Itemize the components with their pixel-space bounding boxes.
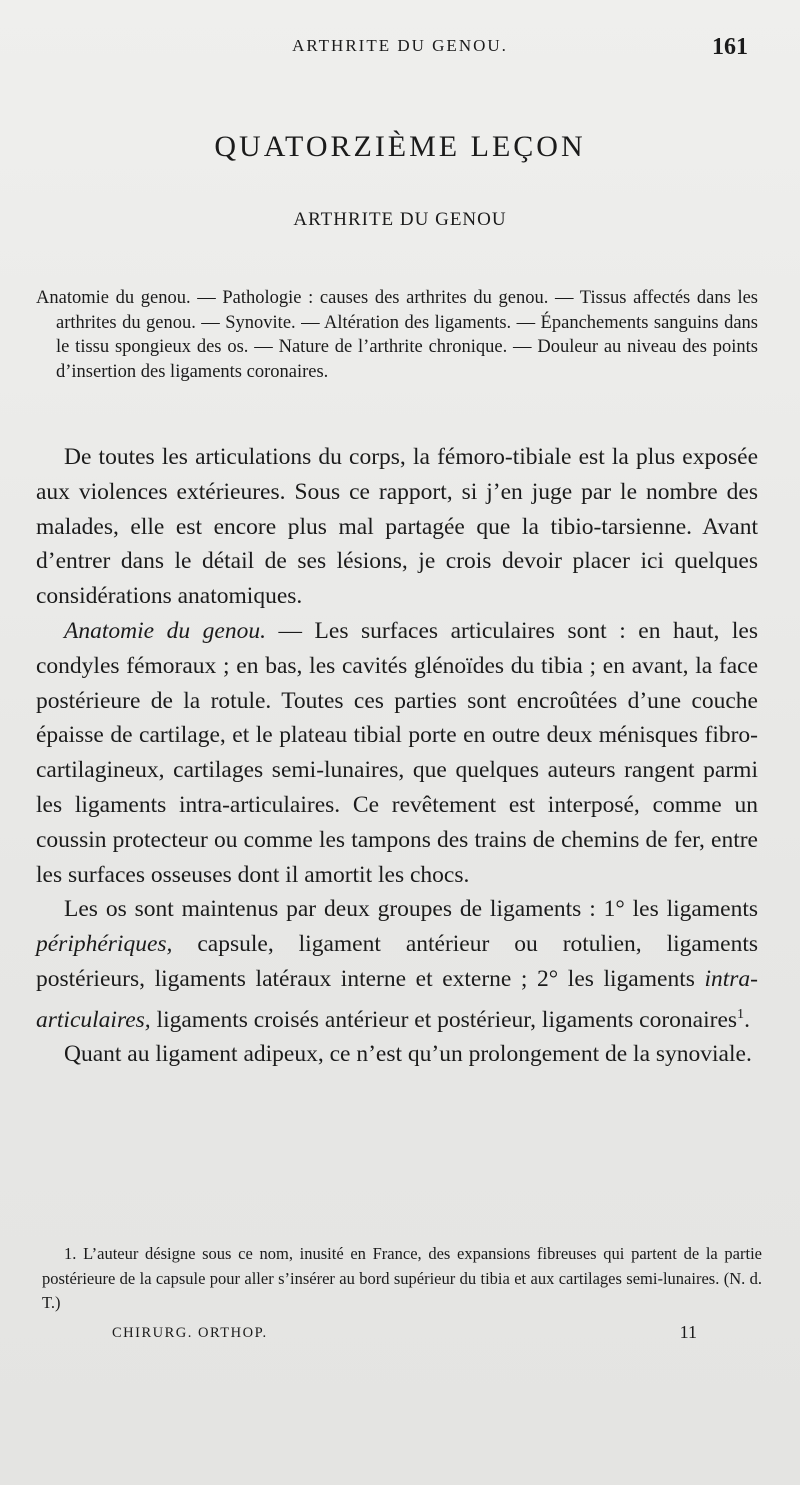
body-text [36,440,758,1072]
paragraph-2-text: — Les surfaces articulaires sont : en haut, les condyles fémoraux ; en bas, les cavités glénoïdes du tibia ; en avant, la face postérieure de la rotule. Toutes ces parties sont encroûtées d’une couche épaisse de cartilage, et le plateau tibial porte en outre deux ménisques fibro-cartilagineux, cartilages semi-lunaires, que quelques auteurs rangent parmi les ligaments intra-articulaires. Ce revêtement est interposé, comme un coussin protecteur ou comme les tampons des trains de chemins de fer, entre les surfaces osseuses dont il amortit les chocs. [36,617,758,888]
chapter-summary [36,286,758,384]
summary-text: Anatomie du genou. — Pathologie : causes des arthrites du genou. — Tissus affectés dans les arthrites du genou. — Synovite. — Altération des ligaments. — Épanchements sanguins dans le tissu spongieux des os. — Nature de l’arthrite chronique. — Douleur au niveau des points d’insertion des ligaments coronaires. [36,288,758,382]
paragraph-2-lead: Anatomie du genou. [64,617,266,644]
footnote-text: 1. L’auteur désigne sous ce nom, inusité en France, des expansions fibreuses qui partent de la partie postérieure de la capsule pour aller s’insérer au bord supérieur du tibia et aux cartilages semi-lunaires. (N. d. T.) [42,1244,762,1312]
footnote [42,1242,762,1316]
signature-number: 11 [679,1322,697,1342]
paragraph-3-emphasis-1: périphériques, [36,931,173,958]
section-title: ARTHRITE DU GENOU [293,209,507,230]
footnote-marker: 1 [737,1005,745,1022]
paragraph-2 [36,614,758,892]
paragraph-3-end: . [744,1006,750,1033]
running-head-title: ARTHRITE DU GENOU. [292,36,508,55]
signature-label: CHIRURG. ORTHOP. [112,1325,268,1341]
paragraph-1: De toutes les articulations du corps, la fémoro-tibiale est la plus exposée aux violences extérieures. Sous ce rapport, si j’en juge par le nombre des malades, elle est encore plus mal partagée que la tibio-tarsienne. Avant d’entrer dans le détail de ses lésions, je crois devoir placer ici quelques considérations anatomiques. [36,444,758,610]
page-number: 161 [712,34,748,60]
paragraph-3-part-c: ligaments croisés antérieur et postérieur, ligaments coronaires [150,1006,738,1033]
paragraph-3-emphasis-2: intra-articulaires, [36,965,758,1033]
running-head [0,34,800,64]
paragraph-3-part-b: capsule, ligament antérieur ou rotulien, ligaments postérieurs, ligaments latéraux interne et externe ; 2° les ligaments [36,931,758,992]
paragraph-3-part-a: Les os sont maintenus par deux groupes de ligaments : 1° les ligaments [64,896,758,923]
chapter-title: QUATORZIÈME LEÇON [214,130,586,163]
paragraph-4: Quant au ligament adipeux, ce n’est qu’un prolongement de la synoviale. [64,1041,752,1068]
paragraph-3 [36,892,758,1037]
